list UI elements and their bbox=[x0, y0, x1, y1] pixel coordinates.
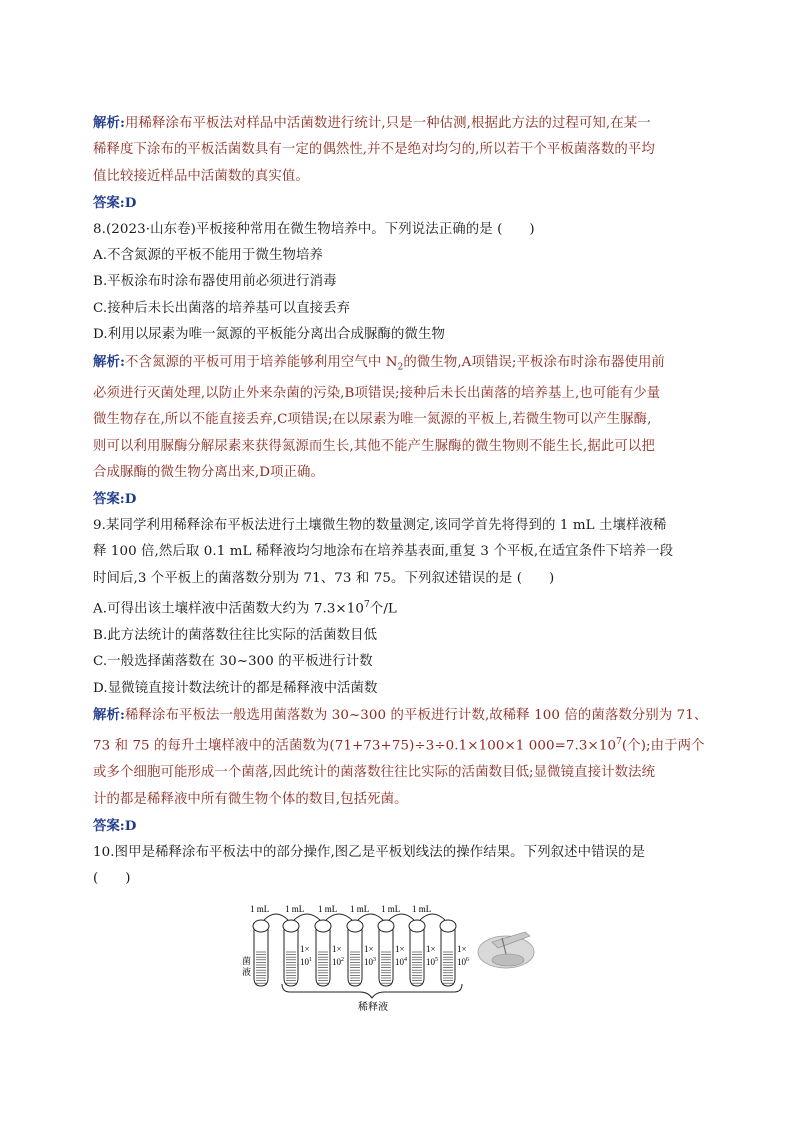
q8-option-d: D.利用以尿素为唯一氮源的平板能分离出合成脲酶的微生物 bbox=[93, 327, 445, 343]
q9-option-a bbox=[93, 592, 713, 623]
q9-option-a-exponent: 7 bbox=[364, 599, 370, 610]
q9-analysis-line-4: 计的都是稀释液中所有微生物个体的数目,包括死菌。 bbox=[93, 791, 408, 807]
q7-analysis-line-3: 值比较接近样品中活菌数的真实值。 bbox=[93, 168, 309, 184]
analysis-label: 解析: bbox=[93, 115, 126, 131]
dilution-tube-6 bbox=[440, 920, 456, 986]
q8-analysis-line-1 bbox=[93, 349, 713, 381]
dilution-figure bbox=[240, 902, 540, 1020]
tube-factor-4: 1× bbox=[395, 944, 405, 954]
document-page bbox=[93, 110, 713, 892]
q8-analysis-line-5: 合成脲酶的微生物分离出来,D项正确。 bbox=[93, 464, 325, 480]
q8-option-a: A.不含氮源的平板不能用于微生物培养 bbox=[93, 248, 323, 264]
transfer-label-6: 1 mL bbox=[412, 904, 432, 914]
q9-analysis-line-2 bbox=[93, 729, 713, 760]
q8-answer: 答案:D bbox=[93, 491, 137, 508]
dilution-tube-5 bbox=[409, 920, 425, 986]
tube-exponent-4: $10^4$ bbox=[395, 957, 407, 967]
tube-exponent-6: $10^6$ bbox=[457, 957, 469, 967]
q9-option-a-text: A.可得出该土壤样液中活菌数大约为 7.3×10 bbox=[93, 601, 364, 617]
tube-exponent-5: $10^5$ bbox=[426, 957, 438, 967]
q9-stem-line-3: 时间后,3 个平板上的菌落数分别为 71、73 和 75。下列叙述错误的是 ( ) bbox=[93, 570, 555, 586]
q7-analysis-line-1 bbox=[93, 110, 713, 137]
transfer-label-2: 1 mL bbox=[285, 904, 305, 914]
transfer-label-4: 1 mL bbox=[350, 904, 370, 914]
transfer-arrow-3 bbox=[326, 914, 352, 920]
q9-option-d: D.显微镜直接计数法统计的都是稀释液中活菌数 bbox=[93, 680, 378, 696]
q9-option-a-unit: 个/L bbox=[369, 601, 397, 617]
q9-stem-line-2: 释 100 倍,然后取 0.1 mL 稀释液均匀地涂布在培养基表面,重复 3 个平板,在适宜条件下培养一段 bbox=[93, 544, 674, 560]
q9-answer: 答案:D bbox=[93, 818, 137, 835]
q8-option-b: B.平板涂布时涂布器使用前必须进行消毒 bbox=[93, 274, 337, 290]
q9-stem-line-1: 9.某同学利用稀释涂布平板法进行土壤微生物的数量测定,该同学首先将得到的 1 mL 土壤样液稀 bbox=[93, 517, 667, 533]
q9-analysis-exponent: 7 bbox=[616, 737, 622, 748]
dilution-bracket bbox=[282, 984, 462, 998]
transfer-arrow-4 bbox=[358, 914, 383, 920]
tube-factor-6: 1× bbox=[457, 944, 467, 954]
q8-analysis-line-3: 微生物存在,所以不能直接丢弃,C项错误;在以尿素为唯一氮源的平板上,若微生物可以产生脲酶, bbox=[93, 412, 652, 428]
q8-stem: 8.(2023·山东卷)平板接种常用在微生物培养中。下列说法正确的是 ( ) bbox=[93, 221, 535, 237]
q8-analysis-text-a: 不含氮源的平板可用于培养能够利用空气中 N bbox=[125, 354, 398, 370]
tube-factor-3: 1× bbox=[364, 944, 374, 954]
q10-paren: ( ) bbox=[93, 870, 131, 886]
q9-analysis-line-1 bbox=[93, 702, 713, 729]
q8-option-c: C.接种后未长出菌落的培养基可以直接丢弃 bbox=[93, 300, 351, 316]
q9-analysis-text-1: 稀释涂布平板法一般选用菌落数为 30~300 的平板进行计数,故稀释 100 倍的菌落数分别为 71、 bbox=[125, 708, 708, 724]
transfer-label-5: 1 mL bbox=[381, 904, 401, 914]
q8-analysis-text-b: 的微生物,A项错误;平板涂布时涂布器使用前 bbox=[403, 354, 665, 370]
transfer-label-3: 1 mL bbox=[318, 904, 338, 914]
transfer-arrow-5 bbox=[389, 914, 414, 920]
bacteria-liquid-label-1: 菌液 bbox=[242, 956, 252, 977]
source-tube bbox=[253, 920, 269, 986]
q10-stem: 10.图甲是稀释涂布平板法中的部分操作,图乙是平板划线法的操作结果。下列叙述中错误的是 bbox=[93, 844, 646, 860]
q7-answer: 答案:D bbox=[93, 195, 137, 212]
tube-exponent-1: $10^1$ bbox=[300, 957, 312, 967]
q7-analysis-text-1: 用稀释涂布平板法对样品中活菌数进行统计,只是一种估测,根据此方法的过程可知,在某一 bbox=[125, 116, 651, 131]
q8-analysis-line-4: 则可以利用脲酶分解尿素来获得氮源而生长,其他不能产生脲酶的微生物则不能生长,据此可以把 bbox=[93, 438, 655, 454]
dilution-tube-3 bbox=[347, 920, 363, 986]
q9-analysis-text-2a: 73 和 75 的每升土壤样液中的活菌数为(71+73+75)÷3÷0.1×100×1 000=7.3×10 bbox=[93, 738, 617, 754]
analysis-label: 解析: bbox=[93, 353, 126, 370]
tube-exponent-2: $10^2$ bbox=[332, 957, 344, 967]
transfer-labels bbox=[250, 904, 431, 914]
q9-option-c: C.一般选择菌落数在 30~300 的平板进行计数 bbox=[93, 654, 373, 670]
transfer-label-1: 1 mL bbox=[250, 904, 270, 914]
tube-factor-2: 1× bbox=[332, 944, 342, 954]
q9-analysis-line-3: 或多个细胞可能形成一个菌落,因此统计的菌落数往往比实际的活菌数目低;显微镜直接计数法统 bbox=[93, 765, 656, 781]
analysis-label: 解析: bbox=[93, 707, 126, 724]
transfer-arrow-2 bbox=[294, 914, 320, 920]
bracket-label: 稀释液 bbox=[358, 1002, 388, 1013]
dilution-tube-1 bbox=[283, 920, 299, 986]
tube-group bbox=[253, 914, 469, 986]
dilution-tube-2 bbox=[315, 920, 331, 986]
tube-exponent-3: $10^3$ bbox=[364, 957, 376, 967]
q9-option-b: B.此方法统计的菌落数往往比实际的活菌数目低 bbox=[93, 627, 378, 643]
tube-factor-1: 1× bbox=[300, 944, 310, 954]
q8-analysis-subscript: 2 bbox=[397, 362, 404, 373]
tube-factor-5: 1× bbox=[426, 944, 436, 954]
q9-analysis-text-2b: (个);由于两个 bbox=[621, 738, 705, 754]
q8-analysis-line-2: 必须进行灭菌处理,以防止外来杂菌的污染,B项错误;接种后未长出菌落的培养基上,也可能有少量 bbox=[93, 385, 661, 401]
hand-pipette-illustration bbox=[478, 932, 534, 968]
transfer-arrow-6 bbox=[420, 914, 445, 920]
dilution-tube-4 bbox=[378, 920, 394, 986]
transfer-arrow-1 bbox=[264, 914, 288, 920]
q7-analysis-line-2: 稀释度下涂布的平板活菌数具有一定的偶然性,并不是绝对均匀的,所以若干个平板菌落数的平均 bbox=[93, 142, 655, 158]
